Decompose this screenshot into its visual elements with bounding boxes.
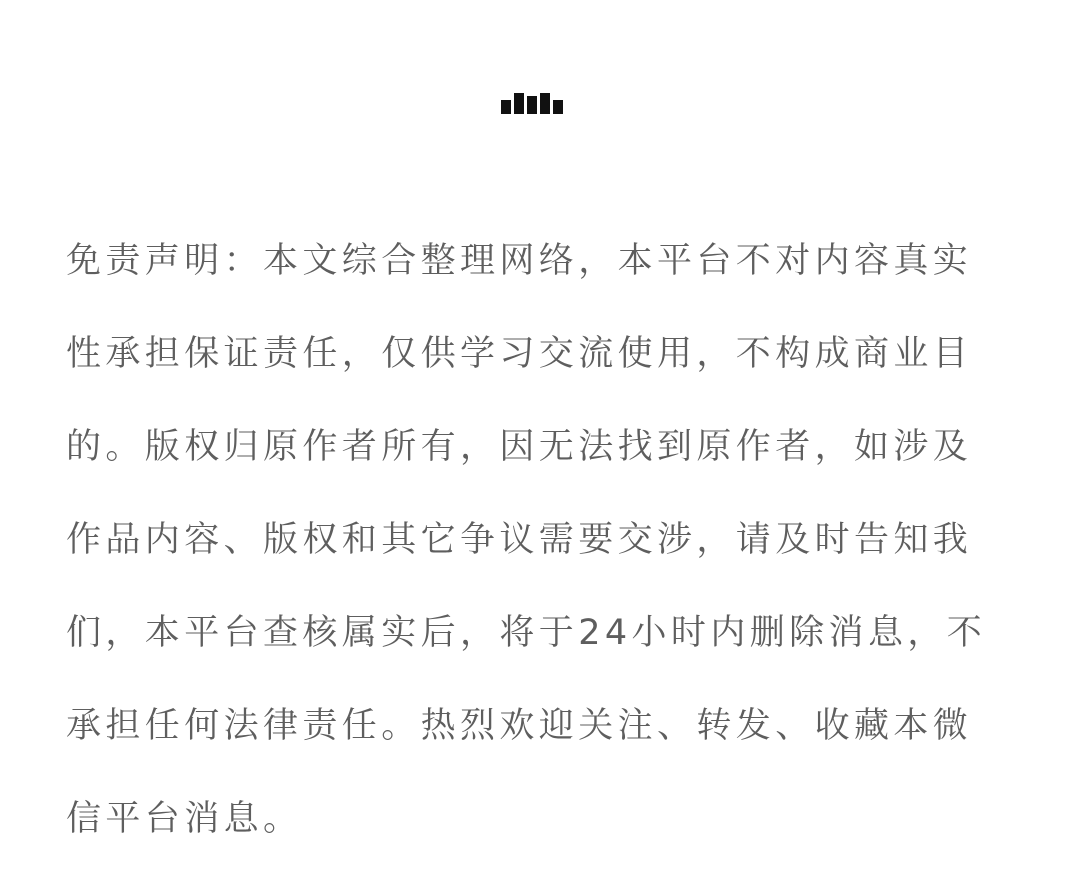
disclaimer-line: 承担任何法律责任。热烈欢迎关注、转发、收藏本微 xyxy=(66,706,973,746)
divider-bar xyxy=(501,100,511,114)
disclaimer-line: 的。版权归原作者所有，因无法找到原作者，如涉及 xyxy=(66,427,973,467)
divider-bar xyxy=(527,96,537,114)
disclaimer-line: 性承担保证责任，仅供学习交流使用，不构成商业目 xyxy=(66,334,973,374)
bar-divider-icon xyxy=(501,90,563,114)
disclaimer-line: 们，本平台查核属实后，将于24小时内删除消息，不 xyxy=(66,613,987,653)
disclaimer-paragraph xyxy=(66,215,1016,866)
divider-bar xyxy=(553,100,563,114)
disclaimer-line: 免责声明：本文综合整理网络，本平台不对内容真实 xyxy=(66,241,973,281)
divider-bar xyxy=(514,93,524,114)
divider-bar xyxy=(540,93,550,114)
disclaimer-line: 作品内容、版权和其它争议需要交涉，请及时告知我 xyxy=(66,520,973,560)
disclaimer-line: 信平台消息。 xyxy=(66,799,303,839)
